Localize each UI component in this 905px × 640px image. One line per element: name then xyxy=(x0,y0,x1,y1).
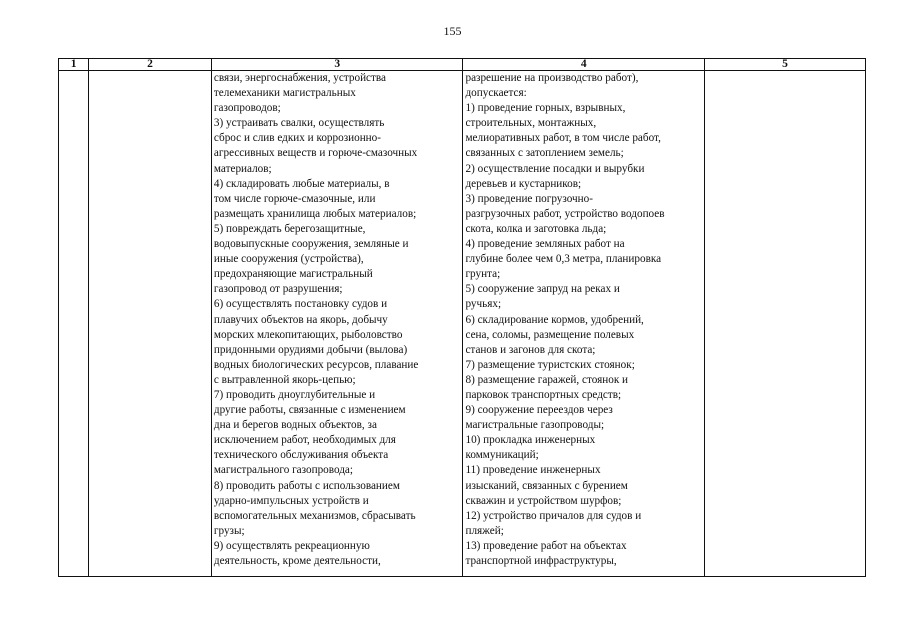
text-line: материалов; xyxy=(213,162,272,175)
text-line: деревьев и кустарников; xyxy=(465,177,582,190)
text-line: 12) устройство причалов для судов и xyxy=(465,509,642,522)
text-line: морских млекопитающих, рыболовство xyxy=(213,328,403,341)
text-line: деятельность, кроме деятельности, xyxy=(213,555,381,567)
text-line: агрессивных веществ и горюче-смазочных xyxy=(213,147,418,160)
text-line: 6) осуществлять постановку судов и xyxy=(213,298,388,311)
text-line: дна и берегов водных объектов, за xyxy=(213,419,377,432)
page-number: 155 xyxy=(443,24,462,38)
col4-text xyxy=(463,71,703,569)
text-line: технического обслуживания объекта xyxy=(213,449,389,462)
column-header-5: 5 xyxy=(704,59,865,71)
text-line: другие работы, связанные с изменением xyxy=(213,404,406,417)
text-line: 1) проведение горных, взрывных, xyxy=(465,102,626,115)
text-line: ручьях; xyxy=(465,298,502,311)
cell-col-1 xyxy=(59,71,89,577)
text-line: ударно-импульсных устройств и xyxy=(213,494,369,507)
text-line: грунта; xyxy=(465,268,501,281)
cell-col-5 xyxy=(704,71,865,577)
text-line: 4) складировать любые материалы, в xyxy=(213,177,390,190)
column-header-1: 1 xyxy=(59,59,89,71)
text-line: газопроводов; xyxy=(213,102,281,115)
text-line: 5) повреждать берегозащитные, xyxy=(213,222,366,235)
column-header-3: 3 xyxy=(211,59,463,71)
text-line: предохраняющие магистральный xyxy=(213,268,373,281)
text-line: телемеханики магистральных xyxy=(213,87,356,100)
text-line: водовыпускные сооружения, земляные и xyxy=(213,238,409,251)
column-header-4: 4 xyxy=(463,59,704,71)
text-line: изысканий, связанных с бурением xyxy=(465,479,628,492)
text-line: 13) проведение работ на объектах xyxy=(465,539,627,552)
text-line: 5) сооружение запруд на реках и xyxy=(465,283,620,296)
column-header-2: 2 xyxy=(89,59,212,71)
text-line: мелиоративных работ, в том числе работ, xyxy=(465,132,661,145)
text-line: связанных с затоплением земель; xyxy=(465,147,624,160)
cell-col-2 xyxy=(89,71,212,577)
document-table xyxy=(58,58,866,577)
text-line: 10) прокладка инженерных xyxy=(465,434,596,447)
text-line: 8) размещение гаражей, стоянок и xyxy=(465,373,629,386)
text-line: 6) складирование кормов, удобрений, xyxy=(465,313,644,326)
text-line: грузы; xyxy=(213,524,245,537)
text-line: разрешение на производство работ), xyxy=(465,72,639,84)
cell-col-3 xyxy=(211,71,463,577)
text-line: вспомогательных механизмов, сбрасывать xyxy=(213,509,416,522)
text-line: 2) осуществление посадки и вырубки xyxy=(465,162,645,175)
table-row xyxy=(59,71,866,577)
text-line: 7) проводить дноуглубительные и xyxy=(213,388,376,401)
text-line: 11) проведение инженерных xyxy=(465,464,601,477)
text-line: скважин и устройством шурфов; xyxy=(465,494,622,507)
text-line: придонными орудиями добычи (вылова) xyxy=(213,343,408,356)
text-line: транспортной инфраструктуры, xyxy=(465,555,617,567)
text-line: допускается: xyxy=(465,87,527,100)
text-line: станов и загонов для скота; xyxy=(465,343,596,356)
text-line: исключением работ, необходимых для xyxy=(213,434,396,447)
text-line: 3) проведение погрузочно- xyxy=(465,192,593,205)
text-line: разгрузочных работ, устройство водопоев xyxy=(465,207,665,220)
text-line: 3) устраивать свалки, осуществлять xyxy=(213,117,385,130)
text-line: пляжей; xyxy=(465,524,504,537)
text-line: связи, энергоснабжения, устройства xyxy=(213,72,387,84)
text-line: сена, соломы, размещение полевых xyxy=(465,328,635,341)
text-line: сброс и слив едких и коррозионно- xyxy=(213,132,381,145)
table-header-row xyxy=(59,59,866,71)
text-line: с вытравленной якорь-цепью; xyxy=(213,373,356,386)
text-line: плавучих объектов на якорь, добычу xyxy=(213,313,388,326)
col3-text xyxy=(212,71,463,569)
text-line: магистрального газопровода; xyxy=(213,464,354,477)
text-line: скота, колка и заготовка льда; xyxy=(465,222,607,235)
text-line: размещать хранилища любых материалов; xyxy=(213,207,417,220)
cell-col-4 xyxy=(463,71,704,577)
text-line: 7) размещение туристских стоянок; xyxy=(465,358,635,371)
text-line: 4) проведение земляных работ на xyxy=(465,238,625,251)
text-line: иные сооружения (устройства), xyxy=(213,253,364,266)
text-line: газопровод от разрушения; xyxy=(213,283,343,296)
text-line: 8) проводить работы с использованием xyxy=(213,479,400,492)
text-line: коммуникаций; xyxy=(465,449,539,462)
text-line: том числе горюче-смазочные, или xyxy=(213,192,376,205)
text-line: магистральные газопроводы; xyxy=(465,419,605,432)
text-line: водных биологических ресурсов, плавание xyxy=(213,358,419,371)
text-line: строительных, монтажных, xyxy=(465,117,597,130)
text-line: 9) сооружение переездов через xyxy=(465,404,613,417)
text-line: глубине более чем 0,3 метра, планировка xyxy=(465,253,662,266)
text-line: парковок транспортных средств; xyxy=(465,388,622,401)
text-line: 9) осуществлять рекреационную xyxy=(213,539,370,552)
